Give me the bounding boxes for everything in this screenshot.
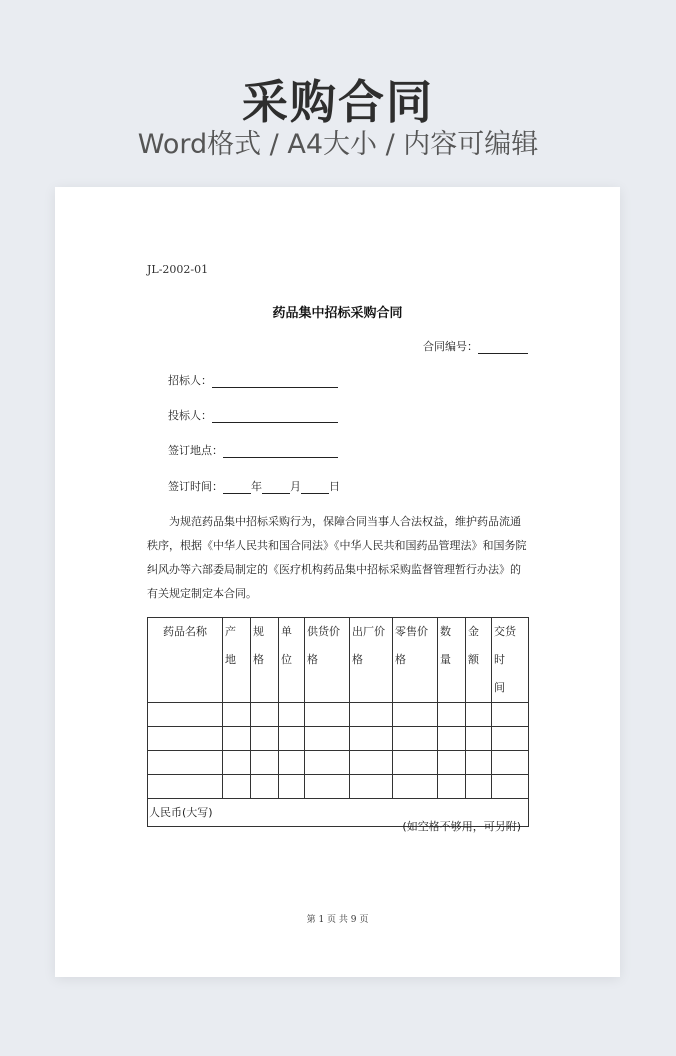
table-cell[interactable] <box>305 751 350 775</box>
banner-subtitle: Word格式 / A4大小 / 内容可编辑 <box>137 129 539 160</box>
table-cell[interactable] <box>223 751 251 775</box>
contract-number-label: 合同编号： <box>423 340 478 353</box>
document-page <box>55 187 620 977</box>
table-cell[interactable] <box>492 751 529 775</box>
table-cell[interactable] <box>279 751 305 775</box>
table-cell[interactable] <box>223 775 251 799</box>
table-cell[interactable] <box>279 727 305 751</box>
header-cell: 供货价 格 <box>305 618 350 703</box>
table-cell[interactable] <box>350 703 393 727</box>
drug-table <box>147 617 529 827</box>
header-cell: 数 量 <box>438 618 466 703</box>
table-cell[interactable] <box>393 703 438 727</box>
month-blank[interactable] <box>262 481 290 494</box>
table-cell[interactable] <box>350 775 393 799</box>
table-cell[interactable] <box>466 751 492 775</box>
table-row <box>148 703 529 727</box>
table-cell[interactable] <box>438 775 466 799</box>
table-cell[interactable] <box>350 751 393 775</box>
field-label: 招标人： <box>168 374 212 387</box>
table-cell[interactable] <box>438 751 466 775</box>
table-row <box>148 751 529 775</box>
table-cell[interactable] <box>148 727 223 751</box>
table-cell[interactable] <box>148 751 223 775</box>
table-row <box>148 775 529 799</box>
table-cell[interactable] <box>393 751 438 775</box>
banner-title: 采购合同 <box>242 75 434 129</box>
table-cell[interactable] <box>148 775 223 799</box>
table-cell[interactable] <box>466 775 492 799</box>
field-blank[interactable] <box>212 410 338 423</box>
table-cell[interactable] <box>279 703 305 727</box>
field-bidder <box>168 407 338 423</box>
table-cell[interactable] <box>393 727 438 751</box>
document-code: JL-2002-01 <box>147 263 209 276</box>
header-cell: 产 地 <box>223 618 251 703</box>
field-label: 签订地点： <box>168 444 223 457</box>
field-sign-time <box>168 478 340 494</box>
day-blank[interactable] <box>301 481 329 494</box>
table-cell[interactable] <box>305 775 350 799</box>
day-label: 日 <box>329 480 340 493</box>
field-label: 签订时间： <box>168 480 223 493</box>
field-blank[interactable] <box>223 445 338 458</box>
header-cell: 交货时 间 <box>492 618 529 703</box>
document-title: 药品集中招标采购合同 <box>272 306 403 321</box>
table-cell[interactable] <box>148 703 223 727</box>
field-blank[interactable] <box>212 375 338 388</box>
table-cell[interactable] <box>438 727 466 751</box>
table-cell[interactable] <box>466 727 492 751</box>
page-footer: 第 1 页 共 9 页 <box>306 915 369 925</box>
table-cell[interactable] <box>251 727 279 751</box>
table-row <box>148 727 529 751</box>
table-cell[interactable] <box>279 775 305 799</box>
table-cell[interactable] <box>305 703 350 727</box>
year-blank[interactable] <box>223 481 251 494</box>
table-cell[interactable] <box>251 703 279 727</box>
field-tenderer <box>168 372 338 388</box>
header-cell: 零售价 格 <box>393 618 438 703</box>
table-cell[interactable] <box>305 727 350 751</box>
contract-number-blank[interactable] <box>478 341 528 354</box>
table-cell[interactable] <box>251 775 279 799</box>
header-cell: 金 额 <box>466 618 492 703</box>
table-note: (如空格不够用，可另附) <box>402 820 521 833</box>
contract-preamble: 为规范药品集中招标采购行为，保障合同当事人合法权益，维护药品流通秩序，根据《中华人民共和国合同法》《中华人民共和国药品管理法》和国务院纠风办等六部委局制定的《医疗机构药品集中招标采购监督管理暂行办法》的有关规定制定本合同。 <box>147 515 527 600</box>
table-cell[interactable] <box>393 775 438 799</box>
header-cell: 药品名称 <box>148 618 223 703</box>
table-cell[interactable] <box>223 703 251 727</box>
table-cell[interactable] <box>350 727 393 751</box>
field-sign-location <box>168 442 338 458</box>
header-cell: 规 格 <box>251 618 279 703</box>
table-cell[interactable] <box>466 703 492 727</box>
field-label: 投标人： <box>168 409 212 422</box>
contract-number <box>423 338 528 354</box>
year-label: 年 <box>251 480 262 493</box>
month-label: 月 <box>290 480 301 493</box>
table-cell[interactable] <box>492 727 529 751</box>
table-header-row <box>148 618 529 703</box>
header-cell: 单 位 <box>279 618 305 703</box>
table-cell[interactable] <box>492 703 529 727</box>
table-cell[interactable] <box>492 775 529 799</box>
table-cell[interactable] <box>251 751 279 775</box>
header-cell: 出厂价 格 <box>350 618 393 703</box>
total-amount-label: 人民币(大写) <box>149 806 213 819</box>
table-cell[interactable] <box>223 727 251 751</box>
table-cell[interactable] <box>438 703 466 727</box>
